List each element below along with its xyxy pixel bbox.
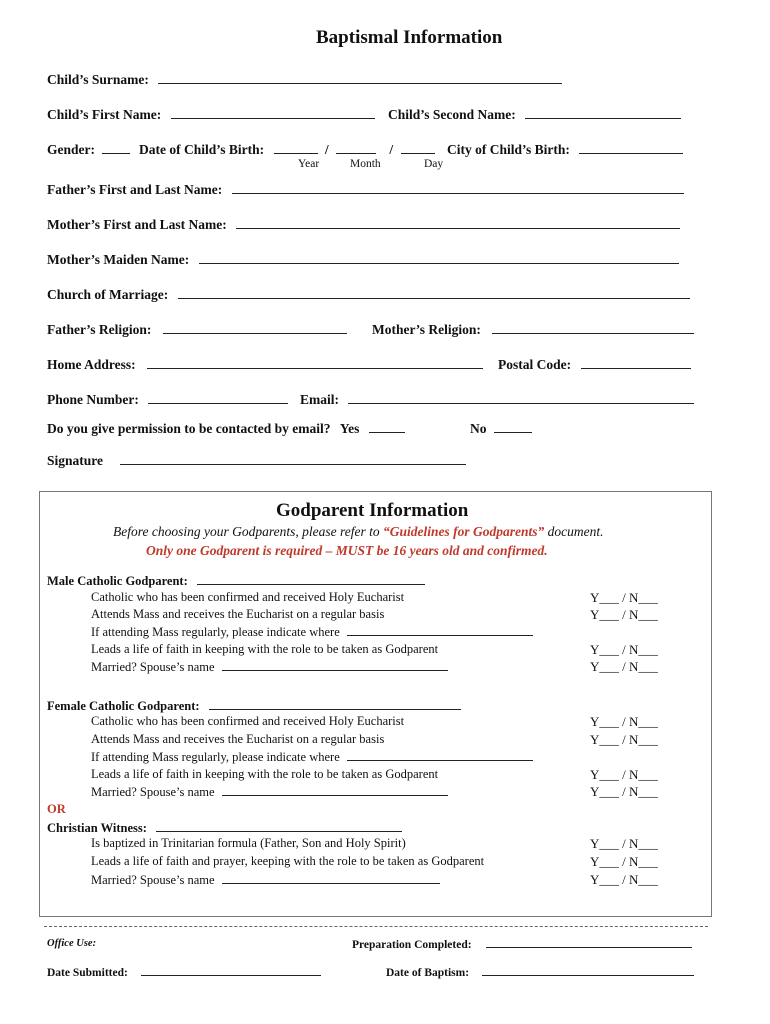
address-field[interactable] (147, 356, 483, 369)
page-title: Baptismal Information (316, 27, 503, 48)
mother-maiden-row (47, 251, 679, 268)
mother-religion-field[interactable] (492, 321, 694, 334)
address-label: Home Address: (47, 357, 136, 372)
church-field[interactable] (178, 286, 690, 299)
address-row (47, 356, 483, 373)
mother-name-row (47, 216, 680, 233)
second-name-row (388, 106, 681, 123)
female-q-married: Married? Spouse’s name (91, 785, 215, 799)
postal-row (498, 356, 691, 373)
witness-q-faith-prayer: Leads a life of faith and prayer, keeping with the role to be taken as Godparent (91, 854, 485, 868)
dob-day-field[interactable] (401, 141, 435, 154)
submitted-row (47, 964, 321, 979)
permission-no-field[interactable] (494, 420, 532, 433)
godparent-requirement: Only one Godparent is required – MUST be 16 years old and confirmed. (146, 543, 548, 558)
male-yn-attends[interactable]: Y___ / N___ (590, 607, 658, 622)
father-name-field[interactable] (232, 181, 684, 194)
phone-field[interactable] (148, 391, 288, 404)
mother-maiden-field[interactable] (199, 251, 679, 264)
male-q-married-row (91, 659, 448, 675)
father-name-label: Father’s First and Last Name: (47, 182, 223, 197)
mother-religion-row (372, 321, 694, 338)
dob-year-field[interactable] (274, 141, 318, 154)
witness-q-baptized: Is baptized in Trinitarian formula (Father, Son and Holy Spirit) (91, 836, 406, 850)
witness-spouse-field[interactable] (222, 872, 440, 884)
witness-yn-faith-prayer[interactable]: Y___ / N___ (590, 854, 658, 869)
mother-maiden-label: Mother’s Maiden Name: (47, 252, 190, 267)
female-q-married-row (91, 784, 448, 800)
permission-yes-field[interactable] (369, 420, 405, 433)
witness-row (47, 819, 402, 836)
male-yn-faith[interactable]: Y___ / N___ (590, 642, 658, 657)
male-yn-married[interactable]: Y___ / N___ (590, 659, 658, 674)
month-caption: Month (350, 158, 381, 170)
gender-field[interactable] (102, 141, 130, 154)
witness-yn-married[interactable]: Y___ / N___ (590, 872, 658, 887)
female-spouse-field[interactable] (222, 784, 448, 796)
male-q-faith: Leads a life of faith in keeping with the role to be taken as Godparent (91, 642, 439, 656)
surname-field[interactable] (158, 71, 562, 84)
baptism-date-field[interactable] (482, 964, 694, 976)
male-godparent-row (47, 572, 425, 589)
city-row (447, 141, 683, 158)
dob-slash-1: / (324, 142, 329, 157)
witness-q-married-row (91, 872, 440, 888)
permission-no-label: No (470, 421, 487, 436)
female-yn-faith[interactable]: Y___ / N___ (590, 767, 658, 782)
day-caption: Day (424, 158, 444, 170)
prep-label: Preparation Completed: (352, 939, 472, 951)
church-row (47, 286, 690, 303)
city-label: City of Child’s Birth: (447, 142, 570, 157)
prep-row (352, 936, 692, 951)
first-name-label: Child’s First Name: (47, 107, 162, 122)
male-q-confirmed: Catholic who has been confirmed and received Holy Eucharist (91, 590, 405, 604)
witness-yn-baptized[interactable]: Y___ / N___ (590, 836, 658, 851)
phone-row (47, 391, 288, 408)
witness-q-married: Married? Spouse’s name (91, 873, 215, 887)
guidelines-doc-reference: “Guidelines for Godparents” (382, 524, 545, 539)
female-q-attends: Attends Mass and receives the Eucharist on a regular basis (91, 732, 385, 746)
baptism-date-row (386, 964, 694, 979)
email-label: Email: (300, 392, 339, 407)
mother-religion-label: Mother’s Religion: (372, 322, 481, 337)
female-godparent-label: Female Catholic Godparent: (47, 699, 200, 713)
godparent-intro-text: Before choosing your Godparents, please refer to (113, 524, 380, 539)
surname-label: Child’s Surname: (47, 72, 149, 87)
female-q-confirmed: Catholic who has been confirmed and received Holy Eucharist (91, 714, 405, 728)
male-q-where: If attending Mass regularly, please indicate where (91, 625, 340, 639)
postal-field[interactable] (581, 356, 691, 369)
father-religion-label: Father’s Religion: (47, 322, 152, 337)
second-name-field[interactable] (525, 106, 681, 119)
female-godparent-row (47, 697, 461, 714)
witness-field[interactable] (156, 819, 402, 832)
permission-row (47, 420, 405, 437)
or-label: OR (47, 802, 66, 816)
second-name-label: Child’s Second Name: (388, 107, 516, 122)
dob-label: Date of Child’s Birth: (139, 142, 265, 157)
submitted-label: Date Submitted: (47, 967, 128, 979)
female-where-field[interactable] (347, 749, 533, 761)
signature-field[interactable] (120, 452, 466, 465)
father-name-row (47, 181, 684, 198)
signature-label: Signature (47, 453, 104, 468)
permission-yes-label: Yes (339, 421, 360, 436)
prep-field[interactable] (486, 936, 692, 948)
gender-label: Gender: (47, 142, 95, 157)
first-name-field[interactable] (171, 106, 375, 119)
father-religion-field[interactable] (163, 321, 347, 334)
dob-row (139, 141, 435, 158)
male-q-attends: Attends Mass and receives the Eucharist on a regular basis (91, 607, 385, 621)
baptism-date-label: Date of Baptism: (386, 967, 470, 979)
phone-label: Phone Number: (47, 392, 139, 407)
church-label: Church of Marriage: (47, 287, 169, 302)
email-field[interactable] (348, 391, 694, 404)
office-use-label: Office Use: (47, 938, 97, 949)
male-q-where-row (91, 624, 533, 640)
godparent-intro-end: document. (547, 524, 604, 539)
mother-name-label: Mother’s First and Last Name: (47, 217, 227, 232)
male-spouse-field[interactable] (222, 659, 448, 671)
male-where-field[interactable] (347, 624, 533, 636)
submitted-field[interactable] (141, 964, 321, 976)
mother-name-field[interactable] (236, 216, 680, 229)
dob-month-field[interactable] (336, 141, 376, 154)
permission-no-row (470, 420, 532, 437)
female-godparent-field[interactable] (209, 697, 461, 710)
female-yn-married[interactable]: Y___ / N___ (590, 784, 658, 799)
office-divider (44, 926, 708, 927)
witness-label: Christian Witness: (47, 821, 147, 835)
female-q-faith: Leads a life of faith in keeping with the role to be taken as Godparent (91, 767, 439, 781)
signature-row (47, 452, 466, 469)
surname-row (47, 71, 562, 88)
godparent-title: Godparent Information (276, 500, 469, 521)
father-religion-row (47, 321, 347, 338)
postal-label: Postal Code: (498, 357, 572, 372)
first-name-row (47, 106, 375, 123)
female-q-where: If attending Mass regularly, please indicate where (91, 750, 340, 764)
godparent-intro (113, 524, 603, 540)
female-yn-confirmed[interactable]: Y___ / N___ (590, 714, 658, 729)
male-godparent-label: Male Catholic Godparent: (47, 574, 188, 588)
male-yn-confirmed[interactable]: Y___ / N___ (590, 590, 658, 605)
female-q-where-row (91, 749, 533, 765)
dob-slash-2: / (389, 142, 394, 157)
female-yn-attends[interactable]: Y___ / N___ (590, 732, 658, 747)
city-field[interactable] (579, 141, 683, 154)
permission-label: Do you give permission to be contacted by email? (47, 421, 331, 436)
gender-row (47, 141, 130, 158)
email-row (300, 391, 694, 408)
year-caption: Year (298, 158, 320, 170)
male-q-married: Married? Spouse’s name (91, 660, 215, 674)
male-godparent-field[interactable] (197, 572, 425, 585)
